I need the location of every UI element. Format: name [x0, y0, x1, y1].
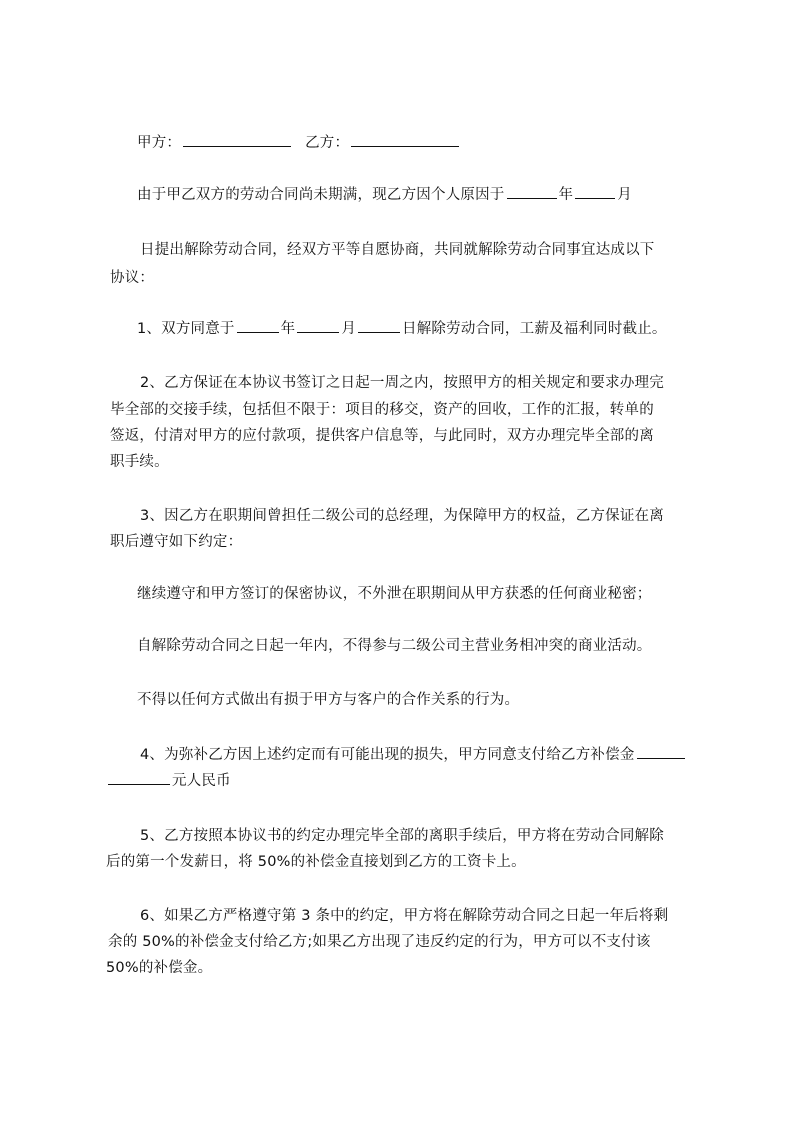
intro-month-blank: [575, 184, 615, 199]
clause-5-line-1: 5、乙方按照本协议书的约定办理完毕全部的离职手续后，甲方将在劳动合同解除: [140, 828, 664, 844]
intro-month-label: 月: [617, 187, 632, 203]
clause-6-line-3: 50%的补偿金。: [106, 960, 213, 976]
clause-6-line-2: 余的 50%的补偿金支付给乙方;如果乙方出现了违反约定的行为，甲方可以不支付该: [108, 934, 651, 950]
clause-3-line-2: 职后遵守如下约定：: [110, 534, 243, 550]
party-a-label: 甲方：: [137, 135, 182, 151]
clause-2-line-3: 签返，付清对甲方的应付款项，提供客户信息等，与此同时，双方办理完毕全部的离: [110, 428, 654, 444]
clause-1-day-blank: [358, 318, 400, 333]
clause-3-line-1: 3、因乙方在职期间曾担任二级公司的总经理，为保障甲方的权益，乙方保证在离: [140, 508, 664, 524]
clause-1-prefix: 1、双方同意于: [137, 321, 235, 337]
clause-1-year-blank: [237, 318, 279, 333]
clause-2-line-1: 2、乙方保证在本协议书签订之日起一周之内，按照甲方的相关规定和要求办理完: [140, 375, 664, 391]
clause-4-amount-blank-a: [637, 744, 685, 759]
intro-line-2: 日提出解除劳动合同，经双方平等自愿协商，共同就解除劳动合同事宜达成以下: [140, 242, 655, 258]
party-b-blank: [351, 132, 459, 147]
intro-line-1: [137, 184, 632, 205]
clause-1-month-label: 月: [341, 321, 357, 337]
party-a-blank: [183, 132, 291, 147]
clause-4-amount-blank-b: [108, 770, 170, 785]
clause-3-item-3: 不得以任何方式做出有损于甲方与客户的合作关系的行为。: [137, 692, 520, 708]
clause-2-line-2: 毕全部的交接手续，包括但不限于：项目的移交，资产的回收，工作的汇报，转单的: [110, 402, 654, 418]
clause-1-year-label: 年: [280, 321, 296, 337]
party-b-label: 乙方：: [305, 135, 350, 151]
clause-3-item-2: 自解除劳动合同之日起一年内，不得参与二级公司主营业务相冲突的商业活动。: [137, 638, 652, 654]
clause-6-line-1: 6、如果乙方严格遵守第 3 条中的约定，甲方将在解除劳动合同之日起一年后将剩: [140, 908, 669, 924]
clause-5-line-2: 后的第一个发薪日，将 50%的补偿金直接划到乙方的工资卡上。: [106, 854, 526, 870]
clause-2-line-4: 职手续。: [110, 454, 169, 470]
clause-3-item-1: 继续遵守和甲方签订的保密协议，不外泄在职期间从甲方获悉的任何商业秘密；: [137, 586, 652, 602]
clause-4-line-2: [106, 770, 231, 791]
clause-1-month-blank: [297, 318, 339, 333]
clause-4-suffix: 元人民币: [172, 773, 231, 789]
intro-year-label: 年: [558, 187, 574, 203]
intro-year-blank: [507, 184, 557, 199]
parties-line: [137, 132, 461, 153]
clause-4-line-1: [140, 744, 687, 765]
clause-4-text: 4、为弥补乙方因上述约定而有可能出现的损失，甲方同意支付给乙方补偿金: [140, 747, 635, 763]
intro-text: 由于甲乙双方的劳动合同尚未期满，现乙方因个人原因于: [137, 187, 505, 203]
clause-1: [137, 318, 667, 339]
intro-line-3: 协议：: [110, 270, 155, 286]
clause-1-suffix: 日解除劳动合同，工薪及福利同时截止。: [402, 321, 667, 337]
